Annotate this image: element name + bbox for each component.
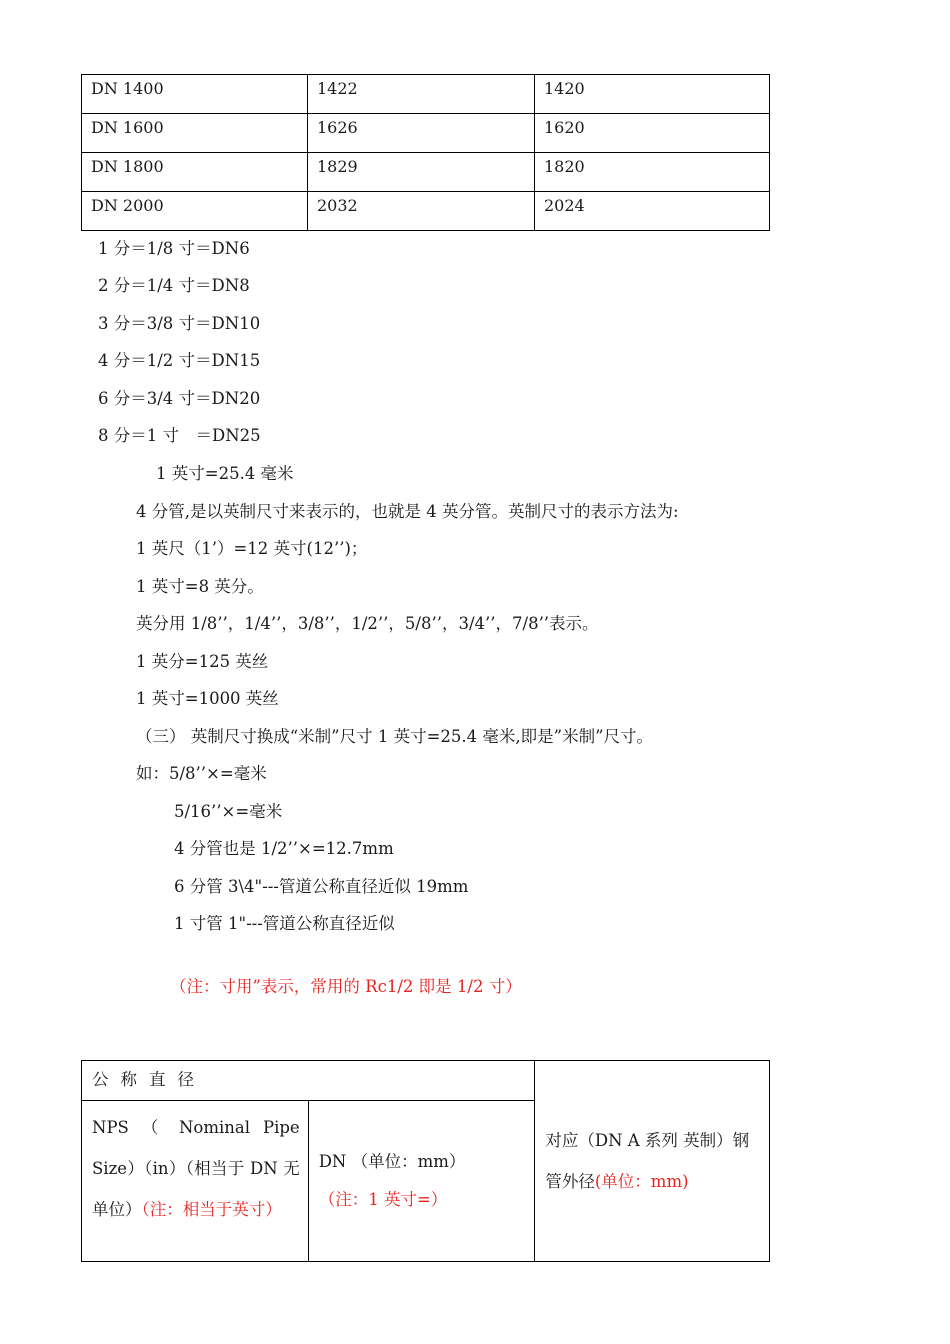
dn-note: （注：1 英寸=） [318, 1190, 448, 1209]
od-unit-note: (单位：mm) [594, 1172, 689, 1191]
table-cell-od-iso: 1829 [308, 153, 535, 192]
table-row [82, 114, 770, 153]
table-header-outer-diameter [535, 1061, 770, 1262]
example-line: 5/16’’×=毫米 [174, 802, 283, 821]
example-line: 如：5/8’’×=毫米 [136, 764, 267, 783]
conversion-line-3: 3 分＝3/8 寸＝DN10 [98, 314, 261, 333]
dn-label: DN （单位：mm） [318, 1152, 466, 1171]
conversion-line-1: 1 分＝1/8 寸＝DN6 [98, 239, 250, 258]
table-cell-od-gb: 2024 [535, 192, 770, 231]
table-cell-od-iso: 1626 [308, 114, 535, 153]
table-cell-dn: DN 1400 [82, 75, 308, 114]
table-header-nps [82, 1101, 309, 1262]
table-row [82, 153, 770, 192]
conversion-line-6: 8 分＝1 寸 ＝DN25 [98, 426, 261, 445]
table-cell-od-gb: 1820 [535, 153, 770, 192]
table-header-dn [308, 1101, 535, 1262]
red-note: （注：寸用”表示，常用的 Rc1/2 即是 1/2 寸） [170, 977, 522, 996]
paragraph-line: 1 英寸=8 英分。 [136, 577, 264, 596]
nps-label: NPS （ Nominal Pipe Size）（in）（相当于 DN 无单位） [92, 1118, 300, 1219]
nps-note: （注：相当于英寸） [141, 1200, 282, 1219]
table-cell-dn: DN 1800 [82, 153, 308, 192]
conversion-line-4: 4 分＝1/2 寸＝DN15 [98, 351, 261, 370]
table-cell-od-gb: 1620 [535, 114, 770, 153]
pipe-size-table-body [82, 75, 770, 231]
conversion-line-5: 6 分＝3/4 寸＝DN20 [98, 389, 261, 408]
example-line: 6 分管 3\4"---管道公称直径近似 19mm [174, 877, 469, 896]
paragraph-line: 1 英分=125 英丝 [136, 652, 269, 671]
table-row [82, 192, 770, 231]
example-line: 4 分管也是 1/2’’×=12.7mm [174, 839, 394, 858]
section-heading: （三） 英制尺寸换成“米制”尺寸 1 英寸=25.4 毫米,即是”米制”尺寸。 [136, 727, 654, 746]
od-label: 对应（DN A 系列 英制）钢管外径 [545, 1131, 750, 1191]
table-cell-od-gb: 1420 [535, 75, 770, 114]
conversion-line-2: 2 分＝1/4 寸＝DN8 [98, 276, 250, 295]
table-cell-dn: DN 1600 [82, 114, 308, 153]
table-row [82, 1061, 770, 1101]
paragraph-line: 1 英寸=1000 英丝 [136, 689, 279, 708]
nominal-diameter-table [81, 1060, 770, 1262]
paragraph-line: 4 分管,是以英制尺寸来表示的，也就是 4 英分管。英制尺寸的表示方法为: [136, 502, 679, 521]
example-line: 1 寸管 1"---管道公称直径近似 [174, 914, 395, 933]
paragraph-line: 1 英尺（1’）=12 英寸(12’’)； [136, 539, 368, 558]
table-row [82, 75, 770, 114]
table-cell-dn: DN 2000 [82, 192, 308, 231]
pipe-size-table [81, 74, 770, 231]
table-cell-od-iso: 1422 [308, 75, 535, 114]
table-header-nominal-diameter: 公称直径 [82, 1061, 535, 1101]
paragraph-line: 英分用 1/8’’，1/4’’，3/8’’，1/2’’，5/8’’，3/4’’，7/8’’表示。 [136, 614, 599, 633]
table-cell-od-iso: 2032 [308, 192, 535, 231]
inch-mm-line: 1 英寸=25.4 毫米 [156, 464, 294, 483]
